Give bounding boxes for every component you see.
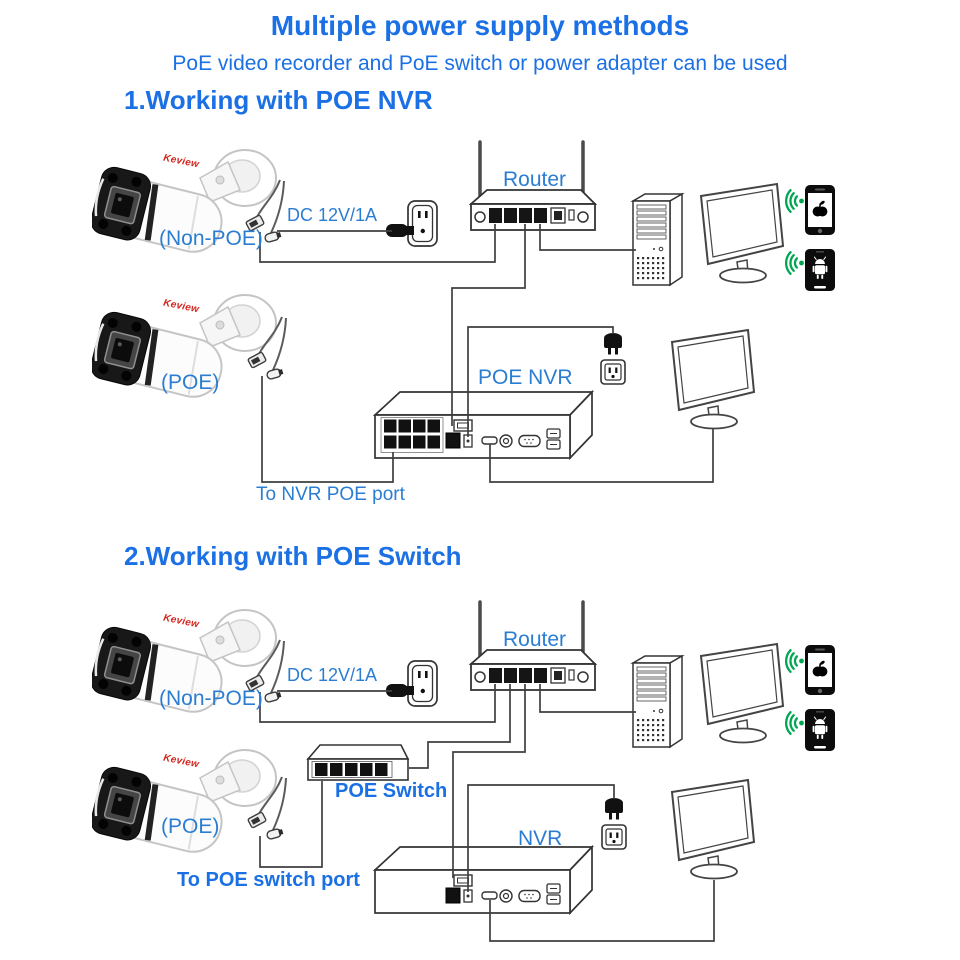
- camera-pigtail-icon: [242, 315, 292, 393]
- monitor-1: [695, 182, 787, 284]
- dc-power-label-1: DC 12V/1A: [287, 205, 378, 225]
- poe-switch-port-note: To POE switch port: [177, 869, 360, 891]
- nvr-poe-port-note: To NVR POE port: [256, 484, 405, 505]
- camera-nonpoe-label-1: (Non-POE): [159, 227, 263, 250]
- android-phone-icon: [804, 248, 836, 292]
- pc-tower-1: [630, 191, 688, 287]
- monitor-4: [666, 778, 758, 880]
- power-plug-outlet-icon: [597, 794, 631, 856]
- pc-tower-2: [630, 653, 688, 749]
- camera-brand-label: Keview: [162, 152, 200, 171]
- poe-nvr-label: POE NVR: [478, 366, 573, 389]
- wifi-icon: [780, 649, 806, 673]
- router-label-2: Router: [503, 628, 567, 651]
- power-adapter-outlet-icon: [384, 198, 438, 250]
- monitor-2: [666, 328, 758, 430]
- monitor-3: [695, 642, 787, 744]
- power-plug-outlet-icon: [596, 329, 630, 391]
- camera-poe-label-2: (POE): [161, 815, 220, 838]
- poe-switch-device: [300, 742, 412, 784]
- router-label-1: Router: [503, 168, 567, 191]
- poe-switch-label: POE Switch: [335, 780, 448, 802]
- section2-heading: 2.Working with POE Switch: [124, 541, 462, 571]
- nvr-label: NVR: [518, 827, 563, 850]
- wifi-icon: [780, 189, 806, 213]
- page-subtitle: PoE video recorder and PoE switch or power adapter can be used: [172, 52, 788, 75]
- camera-nonpoe-label-2: (Non-POE): [159, 687, 263, 710]
- wifi-icon: [780, 711, 806, 735]
- power-adapter-outlet-icon: [384, 658, 438, 710]
- wifi-icon: [780, 251, 806, 275]
- dc-power-label-2: DC 12V/1A: [287, 665, 378, 685]
- poe-nvr-device: [370, 388, 595, 460]
- camera-brand-label: Keview: [162, 612, 200, 631]
- camera-pigtail-icon: [242, 775, 292, 853]
- section1-heading: 1.Working with POE NVR: [124, 85, 433, 115]
- android-phone-icon: [804, 708, 836, 752]
- camera-poe-label-1: (POE): [161, 371, 220, 394]
- nvr-device: [370, 843, 595, 915]
- iphone-icon: [804, 184, 836, 236]
- camera-brand-label: Keview: [162, 297, 200, 316]
- iphone-icon: [804, 644, 836, 696]
- page-title: Multiple power supply methods: [270, 10, 690, 41]
- camera-brand-label: Keview: [162, 752, 200, 771]
